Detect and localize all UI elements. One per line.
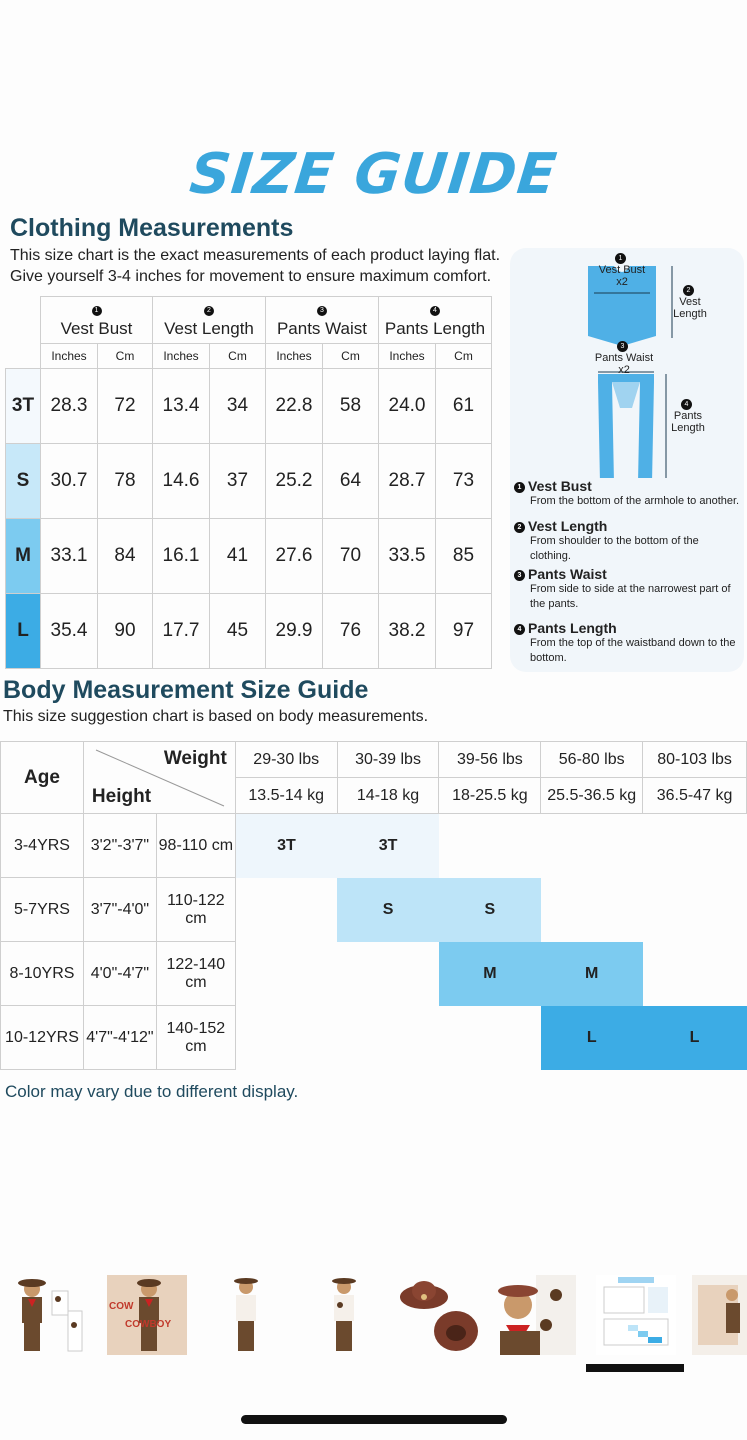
unit-inches: Inches: [379, 344, 436, 369]
size-cell: M: [439, 942, 541, 1006]
weight-lbs: 30-39 lbs: [337, 742, 439, 778]
cell: 28.7: [379, 444, 436, 519]
thumbnail-text: COWBOY: [125, 1319, 172, 1330]
cell: 33.5: [379, 519, 436, 594]
number-badge: 2: [683, 285, 694, 296]
clothing-subtitle-line2: Give yourself 3-4 inches for movement to ensure maximum comfort.: [10, 268, 492, 285]
thumbnail-7-size-guide[interactable]: [596, 1275, 676, 1355]
cell: 34: [210, 369, 266, 444]
size-guide-title: SIZE GUIDE: [186, 142, 561, 207]
legend-title: Pants Length: [528, 620, 617, 636]
boy-in-costume-icon: [304, 1275, 384, 1355]
cell: 78: [98, 444, 153, 519]
height-ft-cell: 3'7"-4'0": [83, 878, 156, 942]
thumbnail-2[interactable]: [107, 1275, 187, 1355]
age-cell: 10-12YRS: [1, 1006, 84, 1070]
table-row: [6, 519, 492, 594]
col-pants-length: [379, 297, 492, 344]
unit-cm: Cm: [98, 344, 153, 369]
legend-vest-length: [514, 518, 742, 564]
number-badge: 4: [514, 624, 525, 635]
table-row: [1, 1006, 747, 1070]
weight-kg: 14-18 kg: [337, 778, 439, 814]
number-badge: 2: [204, 306, 214, 316]
weight-height-header: [83, 742, 235, 814]
unit-inches: Inches: [153, 344, 210, 369]
column-label: Pants Length: [384, 319, 486, 338]
unit-cm: Cm: [323, 344, 379, 369]
weight-kg: 13.5-14 kg: [235, 778, 337, 814]
height-ft-cell: 3'2"-3'7": [83, 814, 156, 878]
height-ft-cell: 4'0"-4'7": [83, 942, 156, 1006]
legend-desc: From shoulder to the bottom of the clothing.: [530, 535, 699, 562]
col-pants-waist: [266, 297, 379, 344]
cell: 58: [323, 369, 379, 444]
cell: 24.0: [379, 369, 436, 444]
height-label: Height: [91, 786, 152, 807]
table-row: [1, 878, 747, 942]
number-badge: 1: [92, 306, 102, 316]
table-row: [6, 369, 492, 444]
number-badge: 3: [514, 570, 525, 581]
height-cm-cell: 110-122 cm: [156, 878, 235, 942]
body-measurement-heading: Body Measurement Size Guide: [3, 676, 369, 704]
cell: 14.6: [153, 444, 210, 519]
number-badge: 4: [430, 306, 440, 316]
thumbnail-3[interactable]: [206, 1275, 286, 1355]
size-label: M: [6, 519, 41, 594]
cowboy-hat-icon: [398, 1275, 478, 1355]
legend-title: Pants Waist: [528, 566, 607, 582]
size-cell: M: [541, 942, 643, 1006]
number-badge: 1: [615, 253, 626, 264]
cell: 35.4: [41, 594, 98, 669]
size-cell: 3T: [337, 814, 439, 878]
cell: 97: [436, 594, 492, 669]
number-badge: 1: [514, 482, 525, 493]
corner-cell: [6, 297, 41, 344]
clothing-subtitle-line1: This size chart is the exact measurements of each product laying flat.: [10, 247, 501, 264]
weight-kg: 36.5-47 kg: [643, 778, 747, 814]
home-indicator: [241, 1415, 507, 1424]
size-guide-thumbnail-icon: [596, 1275, 676, 1355]
weight-label: Weight: [163, 748, 227, 769]
age-cell: 5-7YRS: [1, 878, 84, 942]
cell: 37: [210, 444, 266, 519]
size-cell: S: [337, 878, 439, 942]
cell: 76: [323, 594, 379, 669]
cell: 33.1: [41, 519, 98, 594]
corner-cell: [6, 344, 41, 369]
cell: 13.4: [153, 369, 210, 444]
cell: 41: [210, 519, 266, 594]
cowboy-costume-icon: [107, 1275, 187, 1355]
unit-cm: Cm: [210, 344, 266, 369]
thumbnail-4[interactable]: [304, 1275, 384, 1355]
number-badge: 3: [617, 341, 628, 352]
cell: 17.7: [153, 594, 210, 669]
label-text: Vest Bust: [598, 264, 646, 276]
body-subtitle: This size suggestion chart is based on body measurements.: [3, 708, 429, 725]
legend-pants-length: [514, 620, 742, 666]
size-label: S: [6, 444, 41, 519]
column-label: Vest Bust: [60, 319, 133, 338]
thumbnail-1[interactable]: [8, 1275, 88, 1355]
vest-bust-label: [590, 252, 654, 288]
boy-in-costume-icon: [206, 1275, 286, 1355]
weight-kg: 18-25.5 kg: [439, 778, 541, 814]
cell: 25.2: [266, 444, 323, 519]
legend-title: Vest Bust: [528, 478, 592, 494]
cell: 45: [210, 594, 266, 669]
height-cm-cell: 98-110 cm: [156, 814, 235, 878]
label-text: x2: [618, 364, 630, 376]
col-vest-length: [153, 297, 266, 344]
legend-desc: From side to side at the narrowest part of the pants.: [530, 583, 731, 610]
clothing-measurements-heading: Clothing Measurements: [10, 214, 294, 242]
legend-desc: From the bottom of the armhole to another.: [530, 495, 740, 507]
legend-title: Vest Length: [528, 518, 608, 534]
cowboy-costume-set-icon: [8, 1275, 88, 1355]
size-cell: L: [541, 1006, 643, 1070]
weight-lbs: 29-30 lbs: [235, 742, 337, 778]
body-size-table: [0, 741, 747, 1070]
age-cell: 3-4YRS: [1, 814, 84, 878]
thumbnail-text: COW: [109, 1301, 134, 1312]
age-cell: 8-10YRS: [1, 942, 84, 1006]
size-cell: S: [439, 878, 541, 942]
weight-kg: 25.5-36.5 kg: [541, 778, 643, 814]
boy-closeup-icon: [496, 1275, 576, 1355]
clothing-measurements-table: [5, 296, 492, 669]
table-row: [6, 444, 492, 519]
cell: 27.6: [266, 519, 323, 594]
number-badge: 3: [317, 306, 327, 316]
packaging-icon: [692, 1275, 747, 1355]
cell: 22.8: [266, 369, 323, 444]
cell: 29.9: [266, 594, 323, 669]
table-row: [1, 814, 747, 878]
label-text: Pants Length: [671, 410, 705, 434]
color-disclaimer: Color may vary due to different display.: [5, 1082, 299, 1101]
column-label: Vest Length: [164, 319, 254, 338]
number-badge: 2: [514, 522, 525, 533]
selected-thumbnail-indicator: [586, 1364, 684, 1372]
number-badge: 4: [681, 399, 692, 410]
vest-length-label: [662, 284, 718, 320]
thumbnail-8[interactable]: [692, 1275, 747, 1355]
size-cell: L: [643, 1006, 747, 1070]
label-text: Pants Waist: [594, 352, 654, 364]
cell: 72: [98, 369, 153, 444]
size-label: L: [6, 594, 41, 669]
size-cell: 3T: [235, 814, 337, 878]
cell: 30.7: [41, 444, 98, 519]
pants-length-label: [660, 398, 716, 434]
weight-lbs: 80-103 lbs: [643, 742, 747, 778]
cell: 16.1: [153, 519, 210, 594]
unit-inches: Inches: [266, 344, 323, 369]
table-row: [1, 942, 747, 1006]
cell: 84: [98, 519, 153, 594]
cell: 73: [436, 444, 492, 519]
column-label: Pants Waist: [276, 319, 368, 338]
height-cm-cell: 140-152 cm: [156, 1006, 235, 1070]
cell: 38.2: [379, 594, 436, 669]
height-ft-cell: 4'7"-4'12": [83, 1006, 156, 1070]
col-vest-bust: [41, 297, 153, 344]
cell: 64: [323, 444, 379, 519]
measurement-diagram-card: [510, 248, 744, 672]
weight-lbs: 39-56 lbs: [439, 742, 541, 778]
table-row: [6, 594, 492, 669]
height-cm-cell: 122-140 cm: [156, 942, 235, 1006]
weight-lbs: 56-80 lbs: [541, 742, 643, 778]
cell: 90: [98, 594, 153, 669]
cell: 61: [436, 369, 492, 444]
thumbnail-5[interactable]: [398, 1275, 478, 1355]
thumbnail-6[interactable]: [496, 1275, 576, 1355]
size-label: 3T: [6, 369, 41, 444]
cell: 28.3: [41, 369, 98, 444]
legend-pants-waist: [514, 566, 742, 612]
cell: 70: [323, 519, 379, 594]
age-header: Age: [1, 742, 84, 814]
cell: 85: [436, 519, 492, 594]
label-text: Vest Length: [673, 296, 707, 320]
pants-waist-label: [586, 340, 662, 376]
legend-vest-bust: [514, 478, 742, 509]
unit-inches: Inches: [41, 344, 98, 369]
unit-cm: Cm: [436, 344, 492, 369]
legend-desc: From the top of the waistband down to the bottom.: [530, 637, 736, 664]
label-text: x2: [616, 276, 628, 288]
